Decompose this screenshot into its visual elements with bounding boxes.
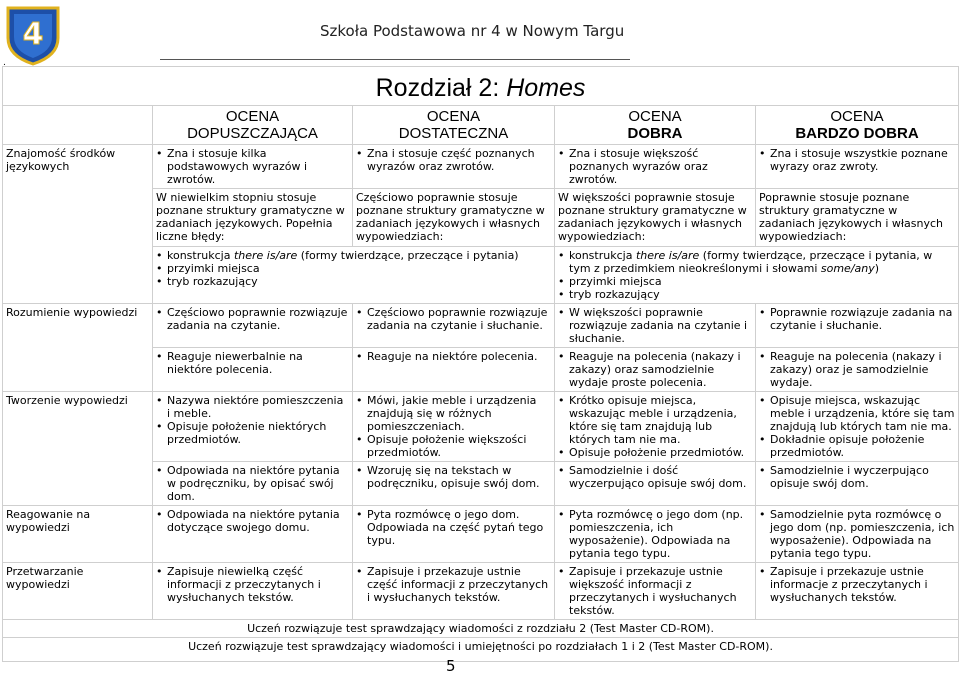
cell-dobra [555, 462, 756, 506]
cell-dobra [555, 563, 756, 620]
logo-number: 4 [22, 17, 44, 52]
cell-dobra [555, 392, 756, 462]
criterion-item: • Wzoruję się na tekstach w podręczniku, opisuje swój dom. [356, 464, 551, 490]
criterion-item: • Reaguje niewerbalnie na niektóre polecenia. [156, 350, 349, 376]
criterion-item: • Zapisuje i przekazuje ustnie informacje z przeczytanych i wysłuchanych tekstów. [759, 565, 955, 604]
structure-item: • tryb rozkazujący [558, 288, 955, 301]
cell-dopuszczajaca [153, 563, 353, 620]
cell-dobra [555, 304, 756, 348]
criterion-item: • Nazywa niektóre pomieszczenia i meble. [156, 394, 349, 420]
cell-dostateczna [353, 145, 555, 189]
cell-dopuszczajaca [153, 304, 353, 348]
school-name: Szkoła Podstawowa nr 4 w Nowym Targu [320, 22, 625, 40]
category-language-knowledge: Znajomość środków językowych [3, 145, 153, 304]
chapter-title-name: Homes [506, 74, 586, 102]
criterion-item: • Krótko opisuje miejsca, wskazując meble i urządzenia, które się tam znajdują lub których tam nie ma. [558, 394, 752, 446]
cell-bardzo-dobra: Poprawnie stosuje poznane struktury gramatyczne w zadaniach językowych i własnych wypowiedziach: [756, 189, 959, 247]
cell-dostateczna [353, 563, 555, 620]
criterion-item: • Opisuje położenie niektórych przedmiotów. [156, 420, 349, 446]
cell-dopuszczajaca [153, 348, 353, 392]
title-row [3, 67, 959, 106]
criterion-item: • Reaguje na polecenia (nakazy i zakazy) oraz samodzielnie wydaje proste polecenia. [558, 350, 752, 389]
cell-dostateczna [353, 462, 555, 506]
criterion-item: • Poprawnie rozwiązuje zadania na czytanie i słuchanie. [759, 306, 955, 332]
criterion-item: • Mówi, jakie meble i urządzenia znajdują się w różnych pomieszczeniach. [356, 394, 551, 433]
structures-right [555, 247, 959, 304]
cell-dopuszczajaca [153, 462, 353, 506]
criterion-item: • Zapisuje i przekazuje ustnie część informacji z przeczytanych i wysłuchanych tekstów. [356, 565, 551, 604]
category-comprehension: Rozumienie wypowiedzi [3, 304, 153, 392]
test-note: Uczeń rozwiązuje test sprawdzający wiadomości i umiejętności po rozdziałach 1 i 2 (Test Master CD-ROM). [3, 638, 959, 662]
criterion-item: • Opisuje miejsca, wskazując meble i urządzenia, które się tam znajdują lub których tam nie ma. [759, 394, 955, 433]
grade-header-4 [756, 106, 959, 145]
cell-dopuszczajaca [153, 392, 353, 462]
structure-item: • konstrukcja there is/are (formy twierdzące, przeczące i pytania, w tym z przedimkiem nieokreślonymi i słowami some/any) [558, 249, 955, 275]
grade-name: BARDZO DOBRA [795, 125, 919, 142]
grade-name: DOSTATECZNA [398, 125, 509, 142]
grade-header-row [3, 106, 959, 145]
category-mediation: Przetwarzanie wypowiedzi [3, 563, 153, 620]
grade-label: OCENA [225, 108, 280, 125]
grade-label: OCENA [426, 108, 481, 125]
cell-dopuszczajaca: W niewielkim stopniu stosuje poznane struktury gramatyczne w zadaniach językowych. Popełnia liczne błędy: [153, 189, 353, 247]
row-interaction [3, 506, 959, 563]
structure-item: • tryb rozkazujący [156, 275, 551, 288]
structure-item: • przyimki miejsca [156, 262, 551, 275]
criterion-item: • Samodzielnie pyta rozmówcę o jego dom (np. pomieszczenia, ich wyposażenie). Odpowiada na pytania tego typu. [759, 508, 955, 560]
criterion-item: • W większości poprawnie rozwiązuje zadania na czytanie i słuchanie. [558, 306, 752, 345]
header-divider [160, 59, 630, 60]
grade-header-3 [555, 106, 756, 145]
criterion-item: • Zna i stosuje większość poznanych wyrazów oraz zwrotów. [558, 147, 752, 186]
grading-criteria-table [2, 66, 959, 662]
cell-bardzo-dobra [756, 348, 959, 392]
cell-dobra [555, 145, 756, 189]
criterion-item: • Samodzielnie i wyczerpująco opisuje swój dom. [759, 464, 955, 490]
cell-dopuszczajaca [153, 506, 353, 563]
cell-bardzo-dobra [756, 392, 959, 462]
cell-bardzo-dobra [756, 506, 959, 563]
school-logo-emblem [4, 4, 62, 66]
row-test-note-1 [3, 620, 959, 638]
criterion-item: • Zna i stosuje kilka podstawowych wyrazów i zwrotów. [156, 147, 349, 186]
cell-bardzo-dobra [756, 304, 959, 348]
criterion-item: • Opisuje położenie większości przedmiotów. [356, 433, 551, 459]
cell-dobra [555, 506, 756, 563]
row-speaking [3, 392, 959, 462]
criterion-item: • Dokładnie opisuje położenie przedmiotów. [759, 433, 955, 459]
grade-header-2 [353, 106, 555, 145]
criterion-item: • Reaguje na niektóre polecenia. [356, 350, 551, 363]
grade-header-1 [153, 106, 353, 145]
row-language-knowledge [3, 145, 959, 189]
cell-dostateczna [353, 506, 555, 563]
criterion-item: • Samodzielnie i dość wyczerpująco opisuje swój dom. [558, 464, 752, 490]
criterion-item: • Zna i stosuje część poznanych wyrazów oraz zwrotów. [356, 147, 551, 173]
logo-caption-dot: . [3, 58, 6, 68]
category-speaking: Tworzenie wypowiedzi [3, 392, 153, 506]
criterion-item: • Zapisuje niewielką część informacji z przeczytanych i wysłuchanych tekstów. [156, 565, 349, 604]
criterion-item: • Opisuje położenie przedmiotów. [558, 446, 752, 459]
criterion-item: • Częściowo poprawnie rozwiązuje zadania na czytanie. [156, 306, 349, 332]
grade-name: DOPUSZCZAJĄCA [187, 125, 318, 142]
cell-dostateczna [353, 304, 555, 348]
cell-dopuszczajaca [153, 145, 353, 189]
grade-name: DOBRA [627, 125, 683, 142]
criterion-item: • Zna i stosuje wszystkie poznane wyrazy oraz zwroty. [759, 147, 955, 173]
cell-dostateczna [353, 392, 555, 462]
category-interaction: Reagowanie na wypowiedzi [3, 506, 153, 563]
cell-bardzo-dobra [756, 563, 959, 620]
cell-bardzo-dobra [756, 145, 959, 189]
row-test-note-2 [3, 638, 959, 662]
chapter-title [3, 67, 959, 106]
criterion-item: • Pyta rozmówcę o jego dom (np. pomieszczenia, ich wyposażenie). Odpowiada na pytania tego typu. [558, 508, 752, 560]
structure-item: • przyimki miejsca [558, 275, 955, 288]
criterion-item: • Pyta rozmówcę o jego dom. Odpowiada na część pytań tego typu. [356, 508, 551, 547]
page-number: 5 [446, 657, 456, 674]
criterion-item: • Reaguje na polecenia (nakazy i zakazy) oraz je samodzielnie wydaje. [759, 350, 955, 389]
cell-dostateczna: Częściowo poprawnie stosuje poznane struktury gramatyczne w zadaniach językowych i własnych wypowiedziach: [353, 189, 555, 247]
cell-dobra [555, 348, 756, 392]
chapter-title-prefix: Rozdział 2: [375, 74, 507, 102]
header-corner-cell [3, 106, 153, 145]
criterion-item: • Zapisuje i przekazuje ustnie większość informacji z przeczytanych i wysłuchanych tekstów. [558, 565, 752, 617]
row-mediation [3, 563, 959, 620]
cell-dostateczna [353, 348, 555, 392]
criterion-item: • Odpowiada na niektóre pytania dotyczące swojego domu. [156, 508, 349, 534]
criterion-item: • Częściowo poprawnie rozwiązuje zadania na czytanie i słuchanie. [356, 306, 551, 332]
grade-label: OCENA [628, 108, 682, 125]
grade-label: OCENA [830, 108, 884, 125]
test-note: Uczeń rozwiązuje test sprawdzający wiadomości z rozdziału 2 (Test Master CD-ROM). [3, 620, 959, 638]
structures-left [153, 247, 555, 304]
cell-dobra: W większości poprawnie stosuje poznane struktury gramatyczne w zadaniach językowych i własnych wypowiedziach: [555, 189, 756, 247]
structure-item: • konstrukcja there is/are (formy twierdzące, przeczące i pytania) [156, 249, 551, 262]
cell-bardzo-dobra [756, 462, 959, 506]
row-comprehension [3, 304, 959, 348]
criterion-item: • Odpowiada na niektóre pytania w podręczniku, by opisać swój dom. [156, 464, 349, 503]
